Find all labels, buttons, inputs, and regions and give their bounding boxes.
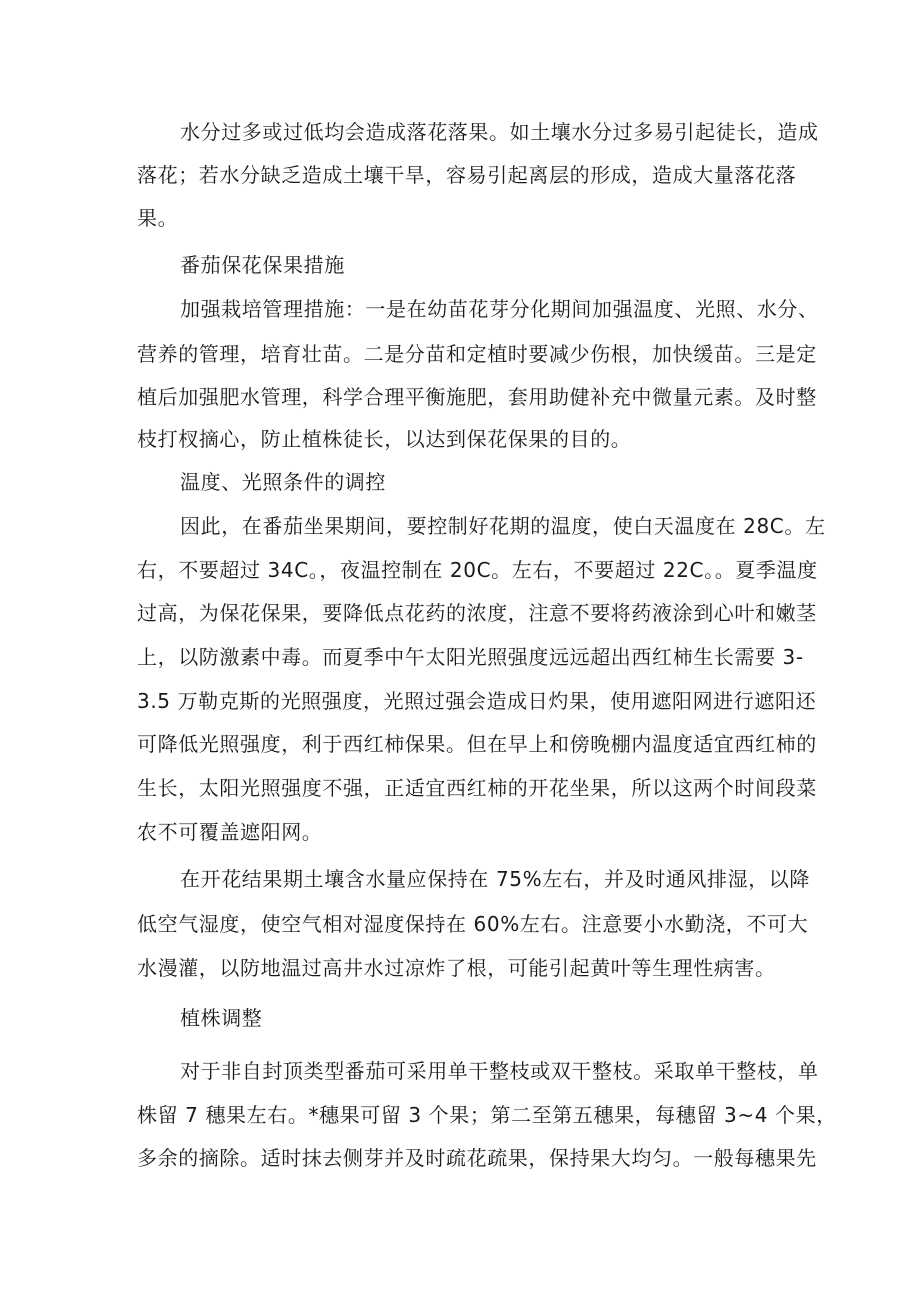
text-line: 加强栽培管理措施：一是在幼苗花芽分化期间加强温度、光照、水分、	[180, 297, 819, 321]
text-line: 对于非自封顶类型番茄可采用单干整枝或双干整枝。采取单干整枝，单	[180, 1059, 819, 1083]
section-heading: 番茄保花保果措施	[180, 253, 345, 277]
text-line: 果。	[137, 206, 179, 230]
section-heading: 温度、光照条件的调控	[180, 470, 386, 494]
text-line: 因此，在番茄坐果期间，要控制好花期的温度，使白天温度在 28C。左	[180, 514, 826, 538]
text-line: 株留 7 穗果左右。*穗果可留 3 个果；第二至第五穗果，每穗留 3~4 个果，	[137, 1103, 837, 1127]
text-line: 右，不要超过 34C。，夜温控制在 20C。左右，不要超过 22C。。夏季温度	[137, 558, 818, 582]
text-line: 枝打杈摘心，防止植株徒长，以达到保花保果的目的。	[137, 427, 632, 451]
text-line: 农不可覆盖遮阳网。	[137, 820, 323, 844]
text-line: 营养的管理，培育壮苗。二是分苗和定植时要减少伤根，加快缓苗。三是定	[137, 342, 817, 366]
text-line: 过高，为保花保果，要降低点花药的浓度，注意不要将药液涂到心叶和嫩茎	[137, 601, 817, 625]
text-line: 水分过多或过低均会造成落花落果。如土壤水分过多易引起徒长，造成	[180, 120, 819, 144]
text-line: 在开花结果期土壤含水量应保持在 75%左右，并及时通风排湿，以降	[180, 867, 811, 891]
text-line: 植后加强肥水管理，科学合理平衡施肥，套用助健补充中微量元素。及时整	[137, 385, 817, 409]
text-line: 3.5 万勒克斯的光照强度，光照过强会造成日灼果，使用遮阳网进行遮阳还	[137, 689, 817, 713]
text-line: 多余的摘除。适时抹去侧芽并及时疏花疏果，保持果大均匀。一般每穗果先	[137, 1146, 817, 1170]
text-line: 落花；若水分缺乏造成土壤干旱，容易引起离层的形成，造成大量落花落	[137, 163, 797, 187]
section-heading: 植株调整	[180, 1006, 263, 1030]
text-line: 可降低光照强度，利于西红柿保果。但在早上和傍晚棚内温度适宜西红柿的	[137, 732, 817, 756]
text-line: 生长，太阳光照强度不强，正适宜西红柿的开花坐果，所以这两个时间段菜	[137, 776, 817, 800]
text-line: 上，以防激素中毒。而夏季中午太阳光照强度远远超出西红柿生长需要 3-	[137, 645, 804, 669]
text-line: 水漫灌，以防地温过高井水过凉炸了根，可能引起黄叶等生理性病害。	[137, 956, 776, 980]
text-line: 低空气湿度，使空气相对湿度保持在 60%左右。注意要小水勤浇，不可大	[137, 912, 809, 936]
